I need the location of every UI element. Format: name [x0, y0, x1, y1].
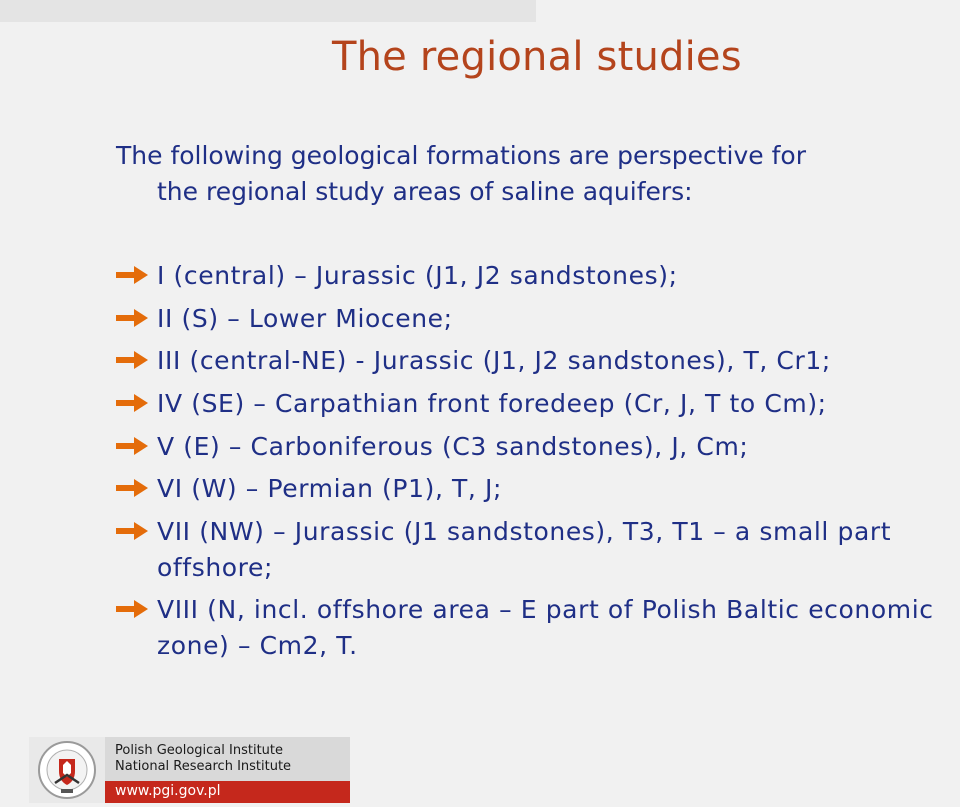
intro-line-1: The following geological formations are perspective for — [116, 141, 806, 170]
arrow-right-icon — [116, 393, 148, 413]
list-item-text: IV (SE) – Carpathian front foredeep (Cr, J, T to Cm); — [157, 389, 827, 419]
list-item-text: VI (W) – Permian (P1), T, J; — [157, 474, 502, 504]
website-link[interactable]: www.pgi.gov.pl — [115, 783, 221, 799]
institute-name — [115, 743, 291, 775]
list-item — [116, 258, 960, 294]
institute-name-line-2: National Research Institute — [115, 759, 292, 774]
list-item — [116, 343, 960, 379]
arrow-right-icon — [116, 265, 148, 285]
list-item-text: V (E) – Carboniferous (C3 sandstones), J, Cm; — [157, 431, 749, 461]
list-item-text: VII (NW) – Jurassic (J1 sandstones), T3, T1 – a small part offshore; — [157, 517, 892, 582]
slide-title: The regional studies — [332, 34, 742, 80]
list-item-text: II (S) – Lower Miocene; — [157, 303, 453, 333]
region-list — [116, 258, 960, 671]
list-item — [116, 471, 960, 507]
list-item — [116, 386, 960, 422]
intro-paragraph — [116, 138, 946, 210]
intro-line-2: the regional study areas of saline aquifers: — [157, 177, 693, 206]
list-item — [116, 301, 960, 337]
top-decorative-bar — [0, 0, 536, 22]
footer — [29, 737, 350, 803]
list-item-text: I (central) – Jurassic (J1, J2 sandstones); — [157, 261, 678, 290]
list-item — [116, 429, 960, 465]
pgi-seal-logo-icon — [29, 737, 105, 803]
logo-container — [29, 737, 105, 803]
arrow-right-icon — [116, 521, 148, 541]
list-item — [116, 514, 960, 585]
institute-name-line-1: Polish Geological Institute — [115, 743, 283, 758]
arrow-right-icon — [116, 350, 148, 370]
arrow-right-icon — [116, 478, 148, 498]
arrow-right-icon — [116, 599, 148, 619]
list-item-text: III (central-NE) - Jurassic (J1, J2 sandstones), T, Cr1; — [157, 346, 831, 376]
list-item-text: VIII (N, incl. offshore area – E part of Polish Baltic economic zone) – Cm2, T. — [157, 595, 934, 660]
list-item — [116, 592, 960, 663]
arrow-right-icon — [116, 436, 148, 456]
arrow-right-icon — [116, 308, 148, 328]
